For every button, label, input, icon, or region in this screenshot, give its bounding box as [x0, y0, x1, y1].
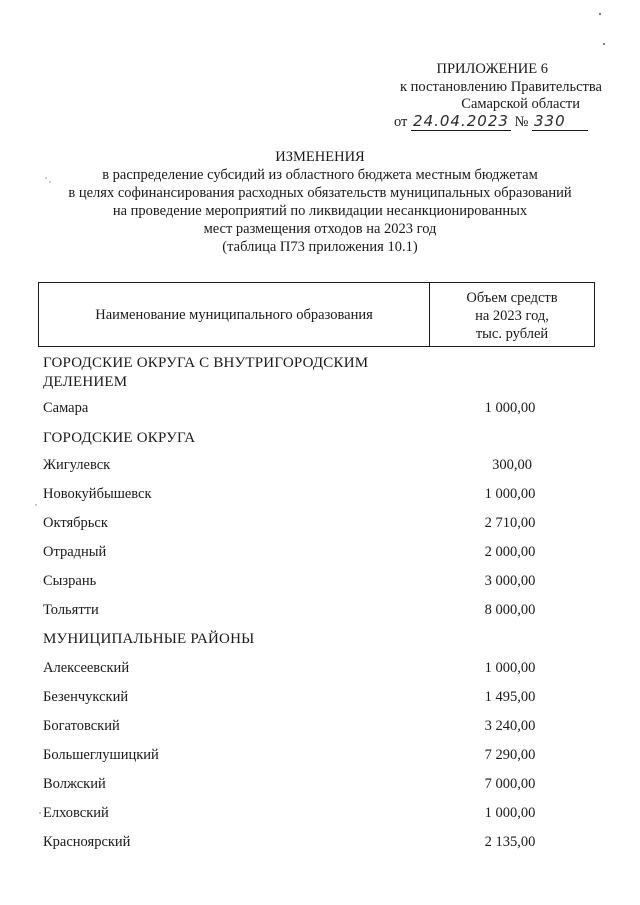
- scan-speck: [35, 504, 36, 505]
- scan-speck: [39, 812, 40, 813]
- section-title-line: ДЕЛЕНИЕМ: [43, 374, 128, 390]
- section-title-line: ГОРОДСКИЕ ОКРУГА С ВНУТРИГОРОДСКИМ: [43, 355, 369, 371]
- table-row-value: 7 000,00: [484, 776, 536, 792]
- table-row-name: Волжский: [43, 776, 106, 792]
- decree-reference-line: к постановлению Правительства: [400, 79, 602, 95]
- document-heading: ИЗМЕНЕНИЯ: [275, 149, 365, 165]
- table-row-name: Отрадный: [43, 544, 107, 560]
- section-title: МУНИЦИПАЛЬНЫЕ РАЙОНЫ: [43, 631, 255, 647]
- title-line-4: мест размещения отходов на 2023 год: [203, 221, 437, 237]
- table-row-value: 8 000,00: [484, 602, 536, 618]
- table-row-name: Большеглушицкий: [43, 747, 159, 763]
- table-row-value: 1 000,00: [484, 400, 536, 416]
- table-row-value: 300,00: [492, 457, 532, 473]
- scan-speck: [49, 181, 51, 183]
- table-row-value: 2 710,00: [484, 515, 536, 531]
- table-row-name: Октябрьск: [43, 515, 108, 531]
- table-row-value: 7 290,00: [484, 747, 536, 763]
- table-row-value: 2 135,00: [484, 834, 536, 850]
- scan-speck: [599, 13, 601, 15]
- table-row-value: 1 000,00: [484, 805, 536, 821]
- column-header-volume-line-1: Объем средств: [466, 289, 558, 306]
- table-row-name: Богатовский: [43, 718, 120, 734]
- column-header-volume-line-3: тыс. рублей: [475, 325, 549, 342]
- title-line-1: в распределение субсидий из областного бюджета местным бюджетам: [102, 167, 538, 183]
- column-header-volume-line-2: на 2023 год,: [475, 307, 549, 324]
- scan-speck: [45, 177, 47, 179]
- table-row-name: Безенчукский: [43, 689, 129, 705]
- date-prefix: от: [394, 114, 408, 130]
- table-row-value: 2 000,00: [484, 544, 536, 560]
- table-row-value: 1 000,00: [484, 660, 536, 676]
- section-title: ГОРОДСКИЕ ОКРУГА: [43, 430, 196, 446]
- appendix-number: ПРИЛОЖЕНИЕ 6: [436, 61, 548, 77]
- table-row-name: Алексеевский: [43, 660, 130, 676]
- table-row-value: 3 000,00: [484, 573, 536, 589]
- decree-region-line: Самарской области: [461, 96, 580, 112]
- handwritten-date: 24.04.2023: [413, 112, 509, 130]
- table-row-value: 1 495,00: [484, 689, 536, 705]
- table-row-name: Елховский: [43, 805, 109, 821]
- title-line-2: в целях софинансирования расходных обязательств муниципальных образований: [68, 185, 572, 201]
- table-row-name: Самара: [43, 400, 89, 416]
- table-row-name: Новокуйбышевск: [43, 486, 152, 502]
- table-row-name: Жигулевск: [43, 457, 111, 473]
- table-row-name: Тольятти: [43, 602, 99, 618]
- scan-speck: [603, 43, 605, 45]
- handwritten-number: 330: [532, 112, 588, 131]
- title-line-3: на проведение мероприятий по ликвидации несанкционированных: [112, 203, 528, 219]
- table-row-value: 1 000,00: [484, 486, 536, 502]
- column-header-name: Наименование муниципального образования: [95, 307, 373, 323]
- table-row-name: Сызрань: [43, 573, 97, 589]
- table-row-name: Красноярский: [43, 834, 131, 850]
- title-line-5: (таблица П73 приложения 10.1): [222, 239, 418, 255]
- table-row-value: 3 240,00: [484, 718, 536, 734]
- number-sign: №: [514, 114, 529, 130]
